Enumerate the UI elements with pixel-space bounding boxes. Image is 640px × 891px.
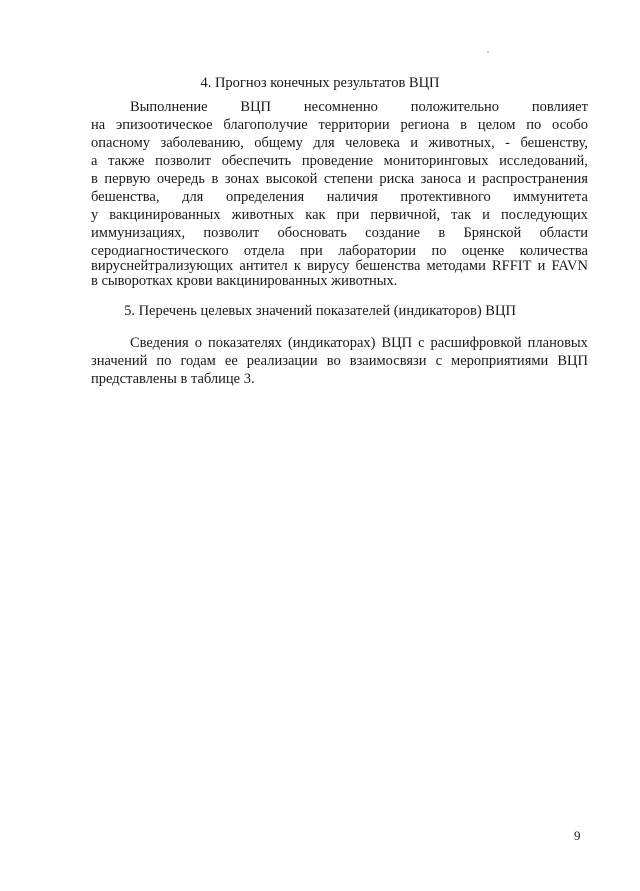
word: мониторинговых	[383, 153, 489, 169]
word: показателях	[207, 335, 282, 351]
word: а	[91, 153, 98, 169]
word: первичной,	[370, 207, 441, 223]
word: во	[326, 353, 341, 369]
word: протективного	[400, 189, 491, 205]
word: распространения	[482, 171, 588, 187]
word: особо	[552, 117, 588, 133]
word: -	[505, 135, 511, 151]
word: для	[182, 189, 204, 205]
word: в	[460, 117, 467, 133]
word: области	[539, 225, 588, 241]
word: иммунитета	[513, 189, 588, 205]
word: последующих	[500, 207, 588, 223]
scan-speck	[487, 51, 489, 53]
section-4-line	[130, 98, 588, 116]
word: у	[91, 207, 99, 223]
word: бешенства,	[91, 189, 160, 205]
word: отдела	[243, 243, 285, 259]
word: территории	[318, 117, 390, 133]
word: (индикаторах)	[287, 335, 376, 351]
section-4-last-line: в сыворотках крови вакцинированных животных.	[91, 273, 398, 289]
word: общему	[254, 135, 303, 151]
word: вакцинированных	[109, 207, 221, 223]
word: позволит	[203, 225, 260, 241]
word: обеспечить	[221, 153, 292, 169]
word: о	[194, 335, 202, 351]
word: и	[482, 207, 490, 223]
word: антител	[239, 258, 288, 274]
section-4-heading: 4. Прогноз конечных результатов ВЦП	[200, 75, 440, 91]
word: с	[418, 335, 425, 351]
word: опасному	[91, 135, 151, 151]
word: в	[211, 171, 219, 187]
word: RFFIT	[491, 258, 532, 274]
word: благополучие	[223, 117, 308, 133]
word: в	[91, 171, 98, 187]
word: бешенства	[355, 258, 421, 274]
section-5-heading: 5. Перечень целевых значений показателей (индикаторов) ВЦП	[124, 303, 516, 319]
word: значений	[91, 353, 148, 369]
word: для	[313, 135, 335, 151]
section-4-line	[91, 152, 588, 170]
word: ее	[224, 353, 238, 369]
word: к	[293, 258, 301, 274]
word: позволит	[155, 153, 211, 169]
word: эпизоотическое	[116, 117, 213, 133]
word: Брянской	[463, 225, 522, 241]
word: также	[108, 153, 145, 169]
word: методами	[426, 258, 486, 274]
word: повлияет	[531, 99, 588, 115]
word: реализации	[246, 353, 318, 369]
word: вируснейтрализующих	[91, 258, 234, 274]
section-5-line	[91, 352, 588, 370]
word: FAVN	[551, 258, 588, 274]
word: как	[305, 207, 326, 223]
word: Выполнение	[130, 99, 208, 115]
word: ВЦП	[381, 335, 413, 351]
word: зонах	[224, 171, 260, 187]
word: исследований,	[499, 153, 588, 169]
word: обосновать	[277, 225, 347, 241]
word: целом	[477, 117, 516, 133]
word: положительно	[410, 99, 500, 115]
word: определения	[225, 189, 305, 205]
word: высокой	[265, 171, 318, 187]
word: мероприятиями	[451, 353, 549, 369]
word: заболеванию,	[160, 135, 244, 151]
word: по	[156, 353, 172, 369]
word: лаборатории	[338, 243, 417, 259]
word: бешенству,	[520, 135, 588, 151]
word: Сведения	[130, 335, 189, 351]
word: количества	[519, 243, 588, 259]
word: по	[526, 117, 542, 133]
section-4-line	[91, 224, 588, 242]
word: серодиагностического	[91, 243, 229, 259]
word: так	[451, 207, 472, 223]
word: на	[91, 117, 106, 133]
word: ВЦП	[557, 353, 588, 369]
word: несомненно	[303, 99, 378, 115]
word: риска	[379, 171, 415, 187]
section-4-line	[91, 206, 588, 224]
section-5-line	[130, 334, 588, 352]
section-5-last-line: представлены в таблице 3.	[91, 371, 255, 387]
word: иммунизациях,	[91, 225, 186, 241]
word: и	[467, 171, 476, 187]
word: проведение	[301, 153, 373, 169]
word: по	[431, 243, 447, 259]
word: ВЦП	[240, 99, 272, 115]
word: и	[410, 135, 418, 151]
word: годам	[180, 353, 216, 369]
section-4-line	[91, 188, 588, 206]
word: вирусу	[307, 258, 350, 274]
word: создание	[365, 225, 421, 241]
word: заноса	[420, 171, 462, 187]
word: взаимосвязи	[349, 353, 427, 369]
section-4-line	[91, 116, 588, 134]
word: человека	[345, 135, 400, 151]
word: при	[300, 243, 323, 259]
word: плановых	[527, 335, 588, 351]
word: первую	[104, 171, 151, 187]
word: степени	[323, 171, 373, 187]
word: наличия	[326, 189, 378, 205]
word: очередь	[156, 171, 205, 187]
word: оценке	[461, 243, 505, 259]
word: при	[336, 207, 360, 223]
word: с	[435, 353, 443, 369]
word: и	[537, 258, 546, 274]
page-number: 9	[574, 828, 581, 843]
section-4-line	[91, 134, 588, 152]
section-4-line	[91, 170, 588, 188]
word: расшифровкой	[430, 335, 522, 351]
word: региона	[400, 117, 450, 133]
word: животных,	[428, 135, 495, 151]
word: в	[438, 225, 446, 241]
word: животных	[231, 207, 295, 223]
